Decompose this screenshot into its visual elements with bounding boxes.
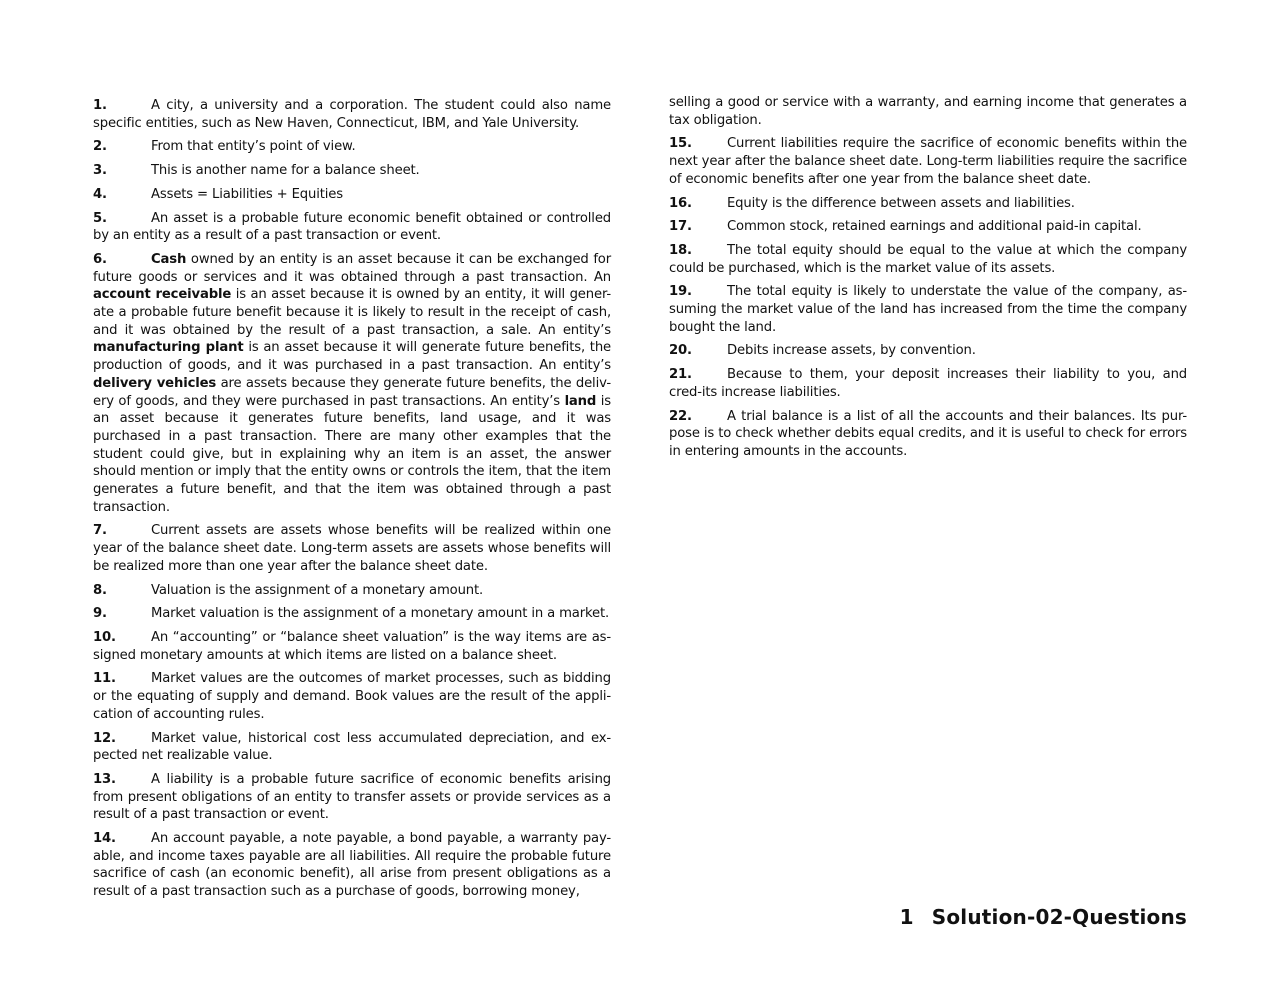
answer-number: 17.	[669, 219, 692, 235]
answer-item	[669, 342, 1187, 360]
emphasized-term: manufacturing plant	[93, 340, 244, 356]
answer-text: Equity is the difference between assets and liabilities.	[727, 195, 1075, 211]
answer-text: Debits increase assets, by convention.	[727, 343, 976, 359]
left-column	[93, 97, 611, 907]
answer-item	[93, 138, 611, 156]
answer-text: This is another name for a balance sheet.	[151, 163, 420, 179]
answer-number: 11.	[93, 671, 116, 687]
answer-item	[669, 135, 1187, 188]
answer-item	[669, 366, 1187, 401]
answer-number: 21.	[669, 367, 692, 383]
answer-number: 5.	[93, 210, 107, 226]
answer-text: Because to them, your deposit increases their liability to you, and cred-its increase liabilities.	[669, 367, 1187, 400]
emphasized-term: land	[564, 393, 597, 409]
answer-text: Market valuation is the assignment of a monetary amount in a market.	[151, 606, 610, 622]
answer-number: 1.	[93, 98, 107, 113]
answer-item	[93, 830, 611, 901]
right-column	[669, 94, 1187, 467]
answer-text: Market value, historical cost less accumulated depreciation, and ex-pected net realizable value.	[93, 730, 611, 764]
answer-item	[669, 283, 1187, 336]
answer-text: A liability is a probable future sacrifice of economic benefits arising from present obligations of an entity to transfer assets or provide services as a result of a past transaction or event.	[93, 771, 611, 823]
answer-item	[93, 162, 611, 180]
answer-number: 6.	[93, 251, 107, 267]
answer-text: A city, a university and a corporation. The student could also name specific entities, such as New Haven, Connecticut, IBM, and Yale University.	[93, 98, 611, 131]
answer-text: Current liabilities require the sacrifice of economic benefits within the next year after the balance sheet date. Long-term liabilities require the sacrifice of economic benefits after one year from the balance sheet date.	[669, 136, 1187, 187]
footer-title: Solution-02-Questions	[931, 905, 1187, 929]
answer-number: 7.	[93, 523, 107, 539]
answer-item	[93, 670, 611, 723]
answer-text: From that entity’s point of view.	[151, 139, 356, 155]
answer-number: 10.	[93, 629, 116, 645]
answer-item	[669, 242, 1187, 277]
answer-number: 20.	[669, 343, 692, 359]
answer-item	[93, 730, 611, 765]
answer-text: is an asset because it generates future benefits, land usage, and it was purchased in a past transaction. There are many other examples that the student could give, but in explaining why an item is an asset, the answer should mention or imply that the entity owns or controls the item, that the item generates a future benefit, and that the item was obtained through a past transaction.	[93, 393, 611, 515]
answer-number: 8.	[93, 582, 107, 598]
answer-item	[93, 186, 611, 204]
answer-item	[669, 408, 1187, 461]
answer-number: 14.	[93, 831, 116, 847]
emphasized-term: account receivable	[93, 287, 232, 303]
answer-number: 18.	[669, 242, 692, 258]
answer-text: An “accounting” or “balance sheet valuation” is the way items are as-signed monetary amounts at which items are listed on a balance sheet.	[93, 629, 611, 663]
answer-text: An account payable, a note payable, a bond payable, a warranty pay-able, and income taxes payable are all liabilities. All require the probable future sacrifice of cash (an economic benefit), all arise from present obligations as a result of a past transaction such as a purchase of goods, borrowing money,	[93, 831, 611, 900]
answer-text: The total equity is likely to understate the value of the company, as-suming the market value of the land has increased from the time the company bought the land.	[669, 284, 1187, 335]
answer-item	[669, 195, 1187, 213]
answer-text: Current assets are assets whose benefits will be realized within one year of the balance sheet date. Long-term assets are assets whose benefits will be realized more than one year after the balance sheet date.	[93, 523, 611, 574]
answer-item	[93, 771, 611, 824]
answer-text: Market values are the outcomes of market processes, such as bidding or the equating of supply and demand. Book values are the result of the appli-cation of accounting rules.	[93, 671, 611, 722]
answer-item	[93, 582, 611, 600]
answer-text: is an asset because it will generate future benefits, the production of goods, and it was purchased in a past transaction. An entity’s	[93, 340, 611, 374]
page-number: 1	[899, 905, 914, 929]
answer-number: 19.	[669, 284, 692, 300]
answer-number: 22.	[669, 408, 692, 424]
answer-number: 2.	[93, 139, 107, 155]
answer-number: 12.	[93, 730, 116, 746]
answer-text: An asset is a probable future economic benefit obtained or controlled by an entity as a result of a past transaction or event.	[93, 210, 611, 244]
answer-number: 15.	[669, 136, 692, 152]
answer-item	[93, 210, 611, 245]
emphasized-term: Cash	[151, 251, 187, 267]
page-footer	[900, 905, 1187, 929]
answer-number: 9.	[93, 606, 107, 622]
answer-text: is an asset because it is owned by an entity, it will gener-ate a probable future benefit because it is likely to result in the receipt of cash, and it was obtained by the result of a past transaction, a sale. An entity’s	[93, 287, 611, 338]
answer-number: 4.	[93, 186, 107, 202]
answer-item	[93, 605, 611, 623]
answer-text: Valuation is the assignment of a monetary amount.	[151, 582, 484, 598]
answer-item	[669, 218, 1187, 236]
continued-paragraph: selling a good or service with a warranty, and earning income that generates a tax obligation.	[669, 95, 1187, 128]
answer-text: A trial balance is a list of all the accounts and their balances. Its pur-pose is to check whether debits equal credits, and it is useful to check for errors in entering amounts in the accounts.	[669, 408, 1187, 459]
answer-item	[93, 251, 611, 517]
answer-text: The total equity should be equal to the value at which the company could be purchased, which is the market value of its assets.	[669, 242, 1187, 276]
answer-text: owned by an entity is an asset because it can be exchanged for future goods or services and it was obtained through a past transaction. An	[93, 251, 611, 285]
emphasized-term: delivery vehicles	[93, 375, 217, 391]
answer-item	[93, 629, 611, 664]
answer-item	[93, 97, 611, 132]
answer-text: are assets because they generate future benefits, the deliv-ery of goods, and they were purchased in past transactions. An entity’s	[93, 375, 611, 409]
answer-number: 13.	[93, 771, 116, 787]
answer-number: 3.	[93, 163, 107, 179]
answer-number: 16.	[669, 195, 692, 211]
answer-item	[93, 522, 611, 575]
answer-text: Assets = Liabilities + Equities	[151, 186, 343, 202]
answer-text: Common stock, retained earnings and additional paid-in capital.	[727, 219, 1142, 235]
